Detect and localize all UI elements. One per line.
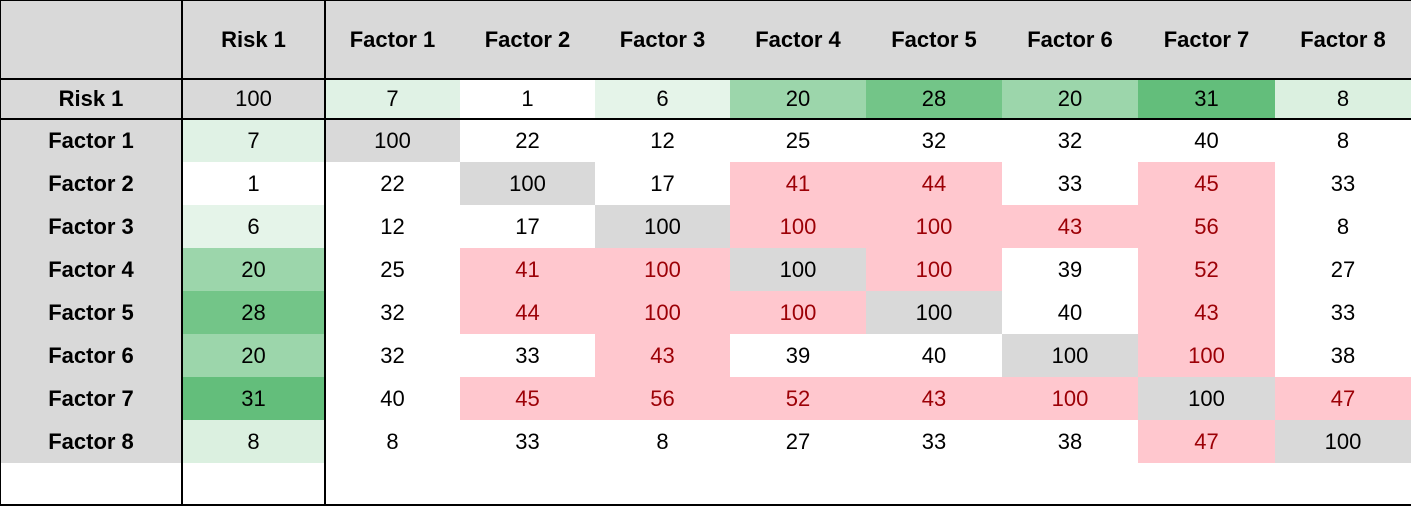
data-cell: 32 [325, 334, 460, 377]
data-cell: 31 [1138, 79, 1275, 119]
data-cell: 39 [730, 334, 866, 377]
row-header: Risk 1 [0, 79, 182, 119]
data-cell: 56 [595, 377, 730, 420]
data-cell: 43 [595, 334, 730, 377]
data-cell: 39 [1002, 248, 1138, 291]
data-cell: 32 [325, 291, 460, 334]
data-cell: 8 [1275, 79, 1411, 119]
data-cell: 100 [1275, 420, 1411, 463]
row-header: Factor 2 [0, 162, 182, 205]
data-cell: 100 [595, 205, 730, 248]
header-divider [0, 78, 1411, 80]
data-cell: 8 [325, 420, 460, 463]
data-cell: 33 [1002, 162, 1138, 205]
data-cell: 45 [1138, 162, 1275, 205]
data-cell: 33 [460, 334, 595, 377]
row-header: Factor 7 [0, 377, 182, 420]
data-cell: 100 [460, 162, 595, 205]
risk-row-divider [0, 118, 1411, 120]
data-cell: 44 [866, 162, 1002, 205]
data-cell: 33 [866, 420, 1002, 463]
data-cell: 17 [460, 205, 595, 248]
data-cell: 52 [1138, 248, 1275, 291]
data-cell: 100 [1002, 377, 1138, 420]
data-cell: 27 [730, 420, 866, 463]
data-cell: 31 [182, 377, 325, 420]
corner-cell [0, 0, 182, 79]
data-cell: 56 [1138, 205, 1275, 248]
data-cell: 27 [1275, 248, 1411, 291]
data-cell: 100 [730, 248, 866, 291]
data-cell: 100 [866, 291, 1002, 334]
data-cell: 12 [325, 205, 460, 248]
data-cell: 20 [730, 79, 866, 119]
column-header: Factor 2 [460, 0, 595, 79]
data-cell: 32 [1002, 119, 1138, 162]
data-cell: 43 [866, 377, 1002, 420]
column-header: Factor 5 [866, 0, 1002, 79]
column-header: Factor 8 [1275, 0, 1411, 79]
data-cell: 100 [730, 291, 866, 334]
data-cell: 12 [595, 119, 730, 162]
data-cell: 6 [595, 79, 730, 119]
data-cell: 25 [730, 119, 866, 162]
column-header: Factor 7 [1138, 0, 1275, 79]
data-cell: 33 [1275, 162, 1411, 205]
data-cell: 100 [325, 119, 460, 162]
row-header: Factor 5 [0, 291, 182, 334]
border-left [0, 0, 1, 506]
row-header: Factor 1 [0, 119, 182, 162]
data-cell: 8 [182, 420, 325, 463]
data-cell: 100 [866, 248, 1002, 291]
row-header: Factor 3 [0, 205, 182, 248]
data-cell: 8 [595, 420, 730, 463]
data-cell: 40 [866, 334, 1002, 377]
data-cell: 17 [595, 162, 730, 205]
data-cell: 33 [1275, 291, 1411, 334]
data-cell: 8 [1275, 119, 1411, 162]
data-cell: 28 [866, 79, 1002, 119]
data-cell: 40 [1138, 119, 1275, 162]
border-top [0, 0, 1411, 1]
data-cell: 45 [460, 377, 595, 420]
data-cell: 32 [866, 119, 1002, 162]
data-cell: 33 [460, 420, 595, 463]
data-cell: 43 [1002, 205, 1138, 248]
data-cell: 41 [460, 248, 595, 291]
row-header-divider [181, 0, 183, 506]
data-cell: 52 [730, 377, 866, 420]
data-cell: 38 [1002, 420, 1138, 463]
row-header: Factor 8 [0, 420, 182, 463]
data-cell: 25 [325, 248, 460, 291]
column-header: Factor 6 [1002, 0, 1138, 79]
data-cell: 20 [182, 248, 325, 291]
data-cell: 100 [866, 205, 1002, 248]
column-header: Risk 1 [182, 0, 325, 79]
data-cell: 8 [1275, 205, 1411, 248]
data-cell: 100 [730, 205, 866, 248]
data-cell: 22 [460, 119, 595, 162]
data-cell: 41 [730, 162, 866, 205]
data-cell: 1 [460, 79, 595, 119]
data-cell: 44 [460, 291, 595, 334]
column-header: Factor 4 [730, 0, 866, 79]
data-cell: 7 [325, 79, 460, 119]
data-cell: 40 [1002, 291, 1138, 334]
data-cell: 100 [1138, 334, 1275, 377]
data-cell: 38 [1275, 334, 1411, 377]
row-header: Factor 6 [0, 334, 182, 377]
column-header: Factor 1 [325, 0, 460, 79]
data-cell: 1 [182, 162, 325, 205]
data-cell: 20 [1002, 79, 1138, 119]
data-cell: 100 [595, 291, 730, 334]
data-cell: 100 [182, 79, 325, 119]
data-cell: 6 [182, 205, 325, 248]
data-cell: 100 [1138, 377, 1275, 420]
column-header: Factor 3 [595, 0, 730, 79]
data-cell: 7 [182, 119, 325, 162]
data-cell: 22 [325, 162, 460, 205]
data-cell: 28 [182, 291, 325, 334]
data-cell: 43 [1138, 291, 1275, 334]
data-cell: 40 [325, 377, 460, 420]
data-cell: 47 [1275, 377, 1411, 420]
data-cell: 100 [1002, 334, 1138, 377]
data-cell: 47 [1138, 420, 1275, 463]
data-cell: 100 [595, 248, 730, 291]
risk-column-divider [324, 0, 326, 506]
data-cell: 20 [182, 334, 325, 377]
row-header: Factor 4 [0, 248, 182, 291]
